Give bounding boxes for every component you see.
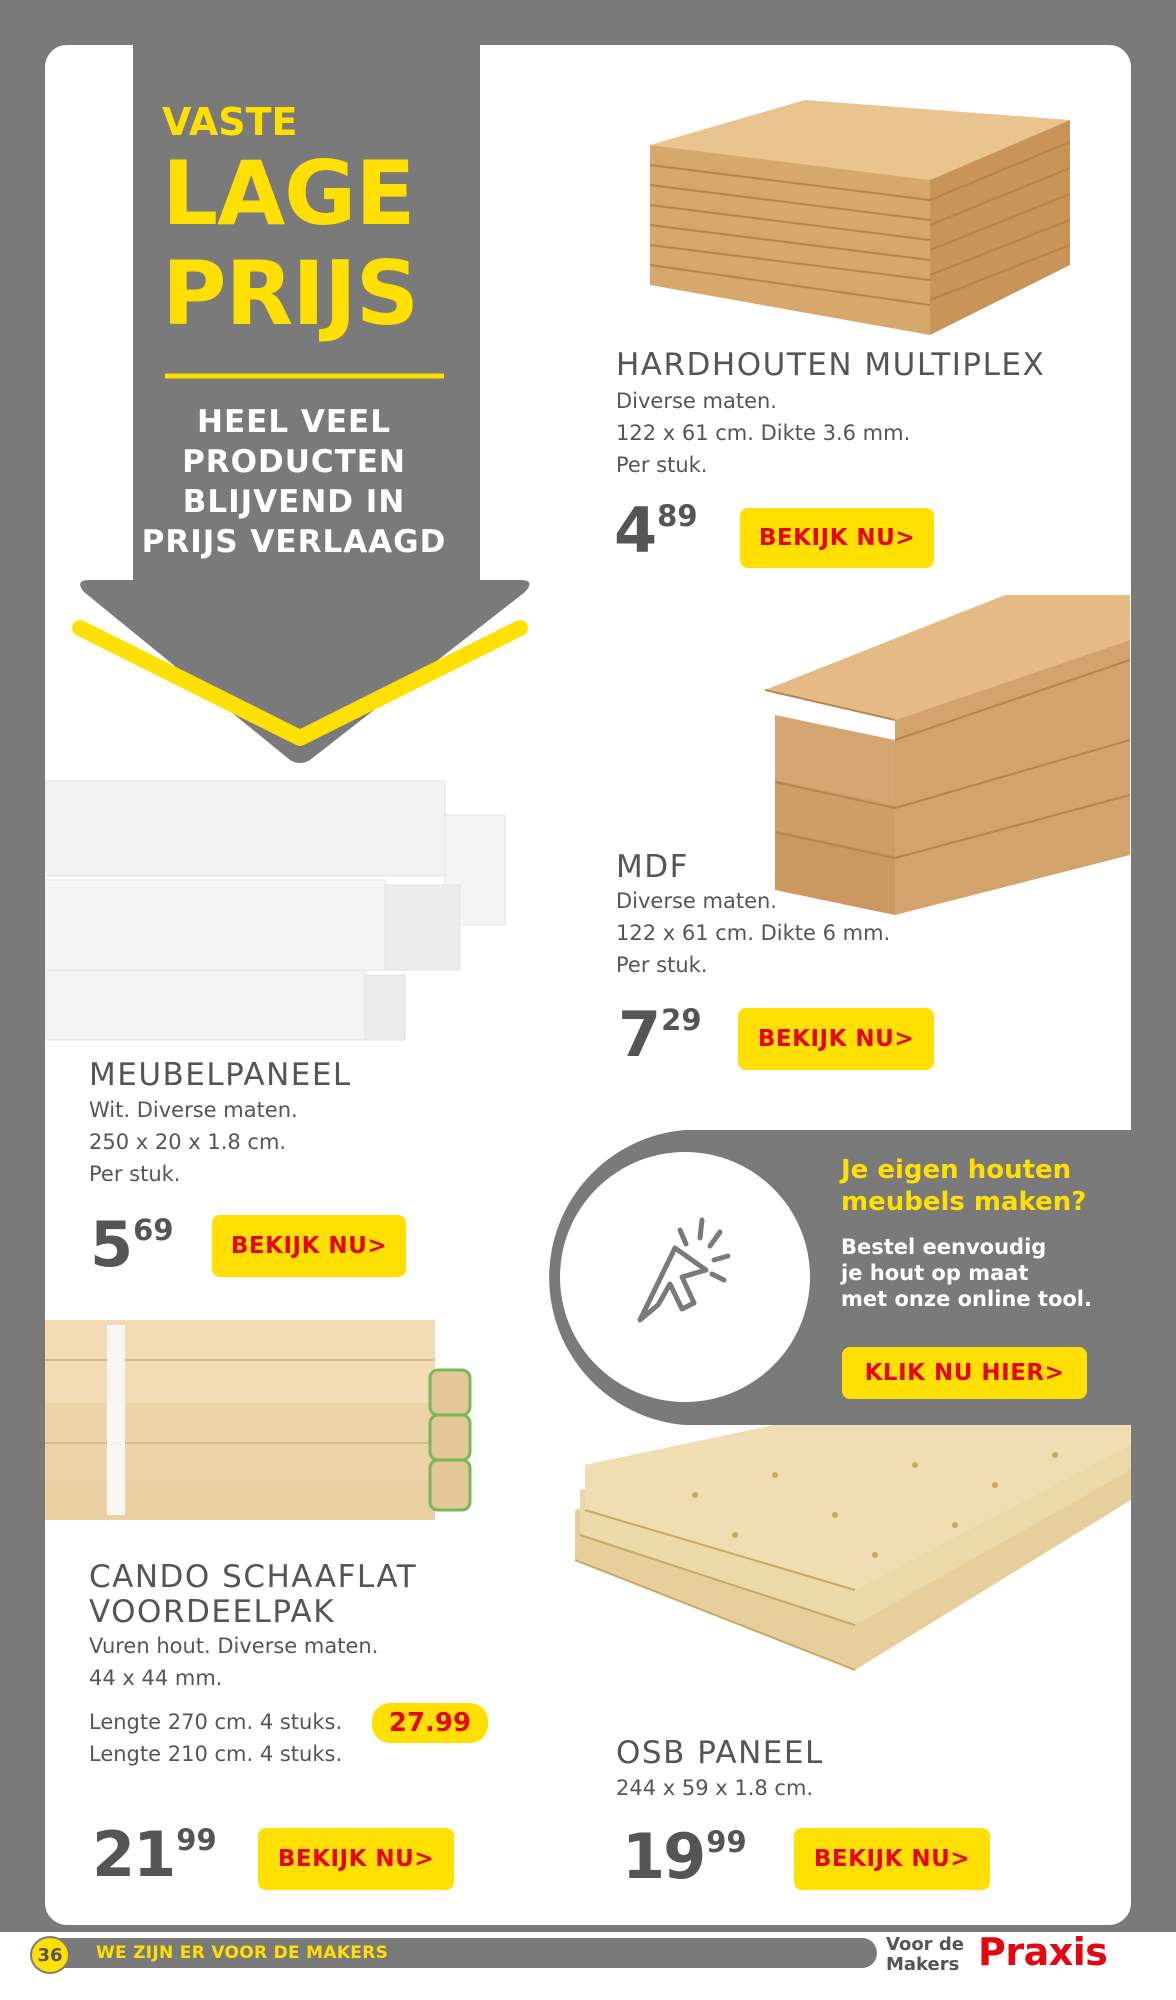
- brand-tagline: [886, 1935, 964, 1975]
- hero-subtitle: [130, 402, 458, 562]
- title-line: VOORDEELPAK: [89, 1594, 336, 1630]
- product-title: MDF: [616, 849, 689, 885]
- desc-line: Per stuk.: [89, 1162, 181, 1186]
- price-decimal: 89: [657, 499, 698, 533]
- hero-sub-line: HEEL VEEL: [197, 404, 391, 440]
- title-line: CANDO SCHAAFLAT: [89, 1559, 418, 1595]
- product-title: MEUBELPANEEL: [89, 1057, 352, 1093]
- desc-line: Per stuk.: [616, 953, 708, 977]
- promo-title: [841, 1154, 1086, 1218]
- price-integer: 5: [90, 1208, 132, 1281]
- variant-line: Lengte 210 cm. 4 stuks.: [89, 1742, 343, 1766]
- bekijk-nu-button[interactable]: BEKIJK NU>: [738, 1008, 934, 1070]
- multiplex-image: [630, 90, 1090, 345]
- product-title: HARDHOUTEN MULTIPLEX: [616, 347, 1046, 383]
- price-decimal: 99: [706, 1825, 747, 1859]
- product-description: [89, 1094, 298, 1190]
- price-integer: 7: [618, 998, 660, 1071]
- desc-line: Diverse maten.: [616, 389, 777, 413]
- desc-line: 250 x 20 x 1.8 cm.: [89, 1130, 287, 1154]
- hero-line-2: LAGE: [162, 142, 415, 245]
- desc-line: Vuren hout. Diverse maten.: [89, 1634, 379, 1658]
- desc-line: 122 x 61 cm. Dikte 3.6 mm.: [616, 421, 911, 445]
- footer-slogan: WE ZIJN ER VOOR DE MAKERS: [96, 1943, 389, 1963]
- product-description: [616, 885, 890, 981]
- promo-title-line: Je eigen houten: [841, 1155, 1072, 1185]
- bekijk-nu-button[interactable]: BEKIJK NU>: [740, 508, 934, 568]
- hero-sub-line: PRIJS VERLAAGD: [141, 524, 447, 560]
- price-decimal: 29: [661, 1003, 702, 1037]
- desc-line: 244 x 59 x 1.8 cm.: [616, 1776, 814, 1800]
- product-description: [616, 385, 910, 481]
- product-title: [89, 1560, 417, 1630]
- price: [614, 494, 698, 567]
- price-integer: 19: [622, 1820, 705, 1893]
- meubelpaneel-image: [45, 775, 515, 1050]
- product-title: OSB PANEEL: [616, 1735, 824, 1771]
- desc-line: 122 x 61 cm. Dikte 6 mm.: [616, 921, 891, 945]
- bekijk-nu-button[interactable]: BEKIJK NU>: [212, 1215, 406, 1277]
- product-variants: [89, 1706, 342, 1770]
- desc-line: Per stuk.: [616, 453, 708, 477]
- price: [618, 998, 702, 1071]
- variant-line: Lengte 270 cm. 4 stuks.: [89, 1710, 343, 1734]
- schaaflat-image: [45, 1315, 475, 1525]
- hero-line-1: VASTE: [162, 100, 298, 144]
- product-description: [89, 1630, 378, 1694]
- promo-desc-line: Bestel eenvoudig: [841, 1235, 1047, 1259]
- tagline-line: Makers: [886, 1954, 960, 1975]
- klik-nu-hier-button[interactable]: KLIK NU HIER>: [842, 1347, 1087, 1399]
- price: [622, 1820, 747, 1893]
- price: [92, 1818, 217, 1891]
- price-decimal: 69: [133, 1213, 174, 1247]
- promo-desc-line: met onze online tool.: [841, 1287, 1092, 1311]
- brand-logo[interactable]: Praxis: [978, 1930, 1108, 1974]
- desc-line: Diverse maten.: [616, 889, 777, 913]
- promo-desc-line: je hout op maat: [841, 1261, 1029, 1285]
- bekijk-nu-button[interactable]: BEKIJK NU>: [794, 1828, 990, 1890]
- hero-sub-line: BLIJVEND IN: [182, 484, 406, 520]
- product-description: [616, 1772, 813, 1804]
- hero-line-3: PRIJS: [162, 242, 419, 345]
- promo-title-line: meubels maken?: [841, 1187, 1087, 1217]
- desc-line: 44 x 44 mm.: [89, 1666, 223, 1690]
- price-integer: 4: [614, 494, 656, 567]
- desc-line: Wit. Diverse maten.: [89, 1098, 298, 1122]
- price-integer: 21: [92, 1818, 175, 1891]
- bekijk-nu-button[interactable]: BEKIJK NU>: [258, 1828, 454, 1890]
- price-decimal: 99: [176, 1823, 217, 1857]
- variant-price-badge: 27.99: [372, 1703, 488, 1743]
- tagline-line: Voor de: [886, 1934, 964, 1955]
- promo-description: [841, 1234, 1092, 1312]
- hero-sub-line: PRODUCTEN: [182, 444, 406, 480]
- cursor-click-icon: [620, 1210, 750, 1340]
- mdf-image: [765, 580, 1135, 920]
- osb-image: [575, 1425, 1135, 1680]
- price: [90, 1208, 174, 1281]
- page-number: 36: [30, 1936, 70, 1974]
